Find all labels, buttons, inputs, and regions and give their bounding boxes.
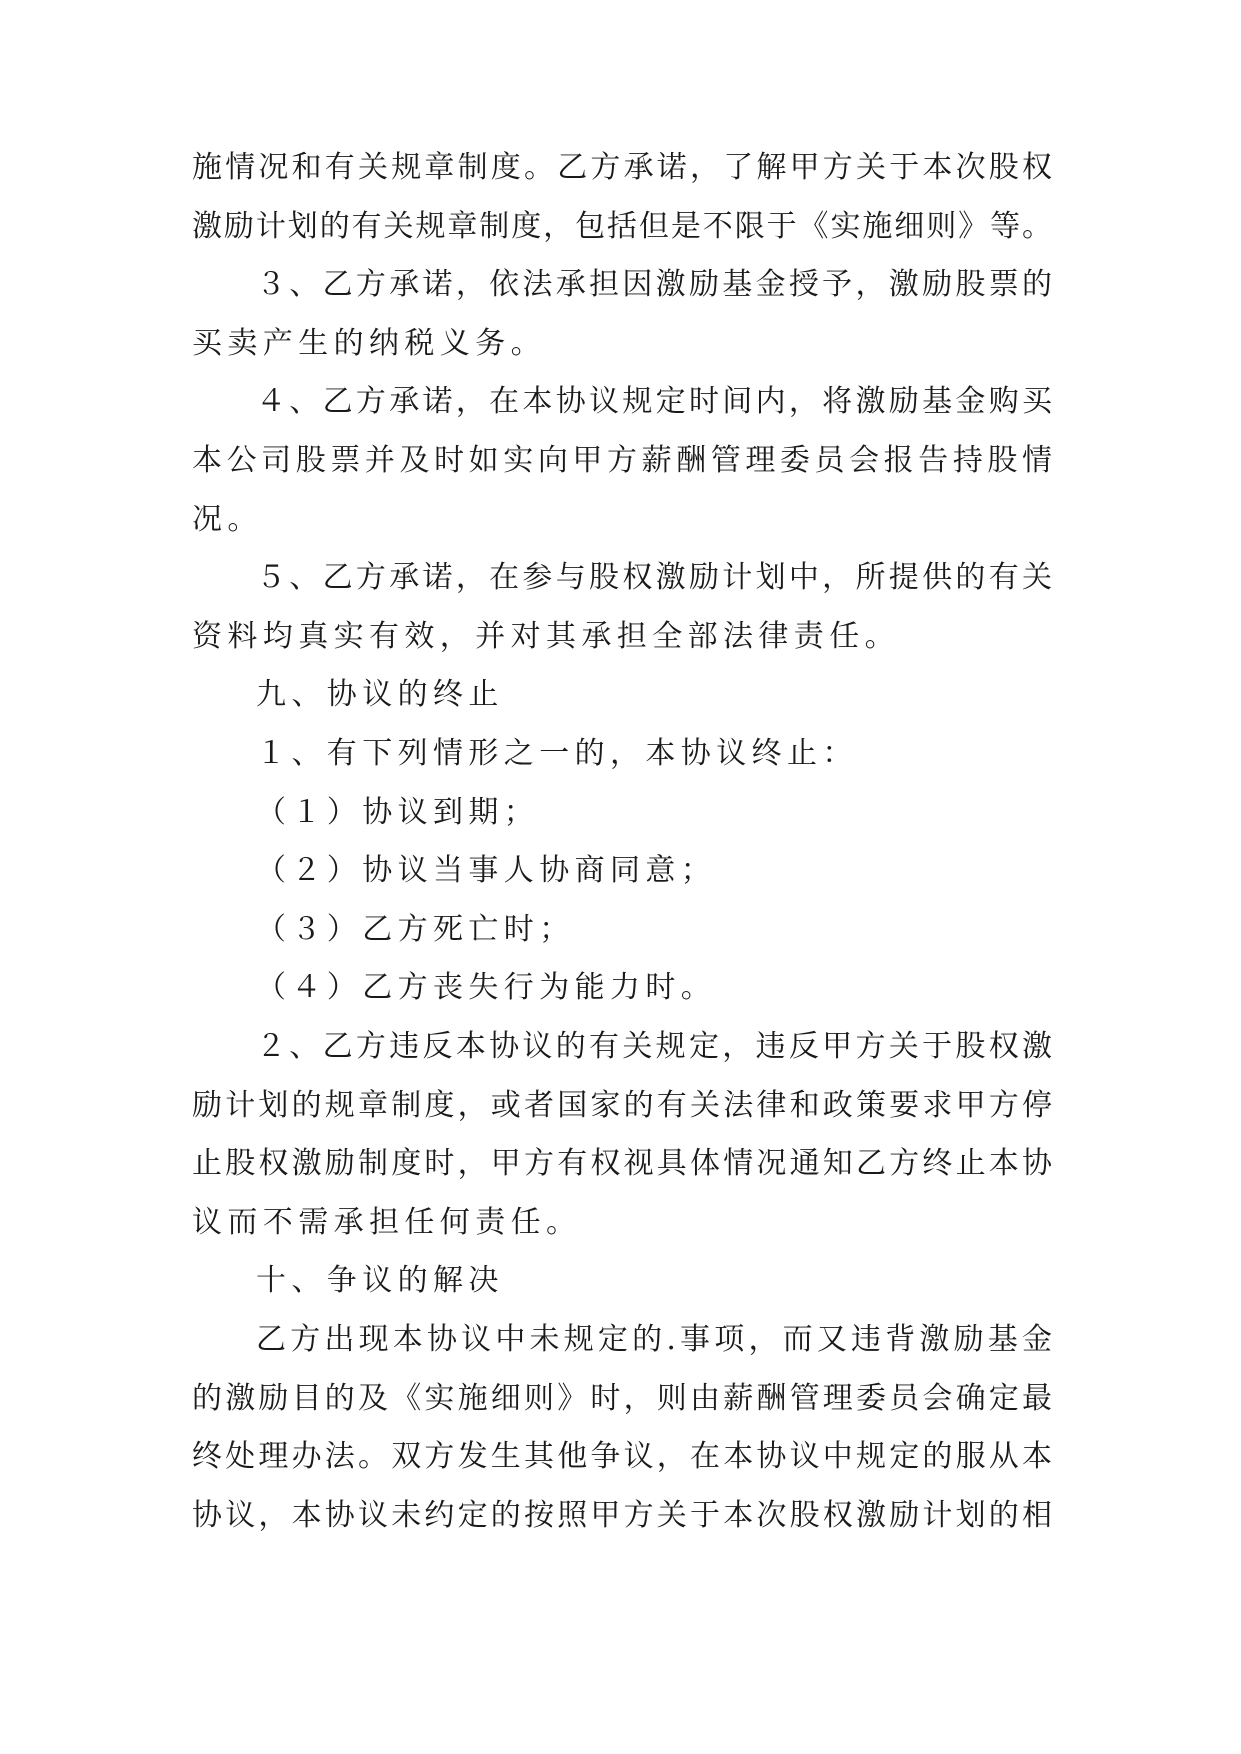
text-line: ２、乙方违反本协议的有关规定，违反甲方关于股权激: [256, 1029, 1052, 1064]
text-line: 乙方出现本协议中未规定的.事项，而又违背激励基金: [256, 1322, 1052, 1357]
text-line: ５、乙方承诺，在参与股权激励计划中，所提供的有关: [256, 560, 1052, 596]
list-item: （１）协议到期；: [256, 794, 540, 830]
text-line: 终处理办法。双方发生其他争议，在本协议中规定的服从本: [192, 1439, 1052, 1475]
text-line: 的激励目的及《实施细则》时，则由薪酬管理委员会确定最: [192, 1380, 1052, 1416]
text-line: 协议，本协议未约定的按照甲方关于本次股权激励计划的相: [192, 1497, 1052, 1533]
text-line: 况。: [192, 501, 263, 537]
list-item: （２）协议当事人协商同意；: [256, 853, 717, 889]
text-line: ３、乙方承诺，依法承担因激励基金授予，激励股票的: [256, 267, 1052, 303]
text-line: 止股权激励制度时，甲方有权视具体情况通知乙方终止本协: [192, 1146, 1052, 1182]
text-line: 资料均真实有效，并对其承担全部法律责任。: [192, 618, 900, 654]
text-line: 议而不需承担任何责任。: [192, 1204, 582, 1240]
text-line: 本公司股票并及时如实向甲方薪酬管理委员会报告持股情: [192, 443, 1052, 478]
text-line: 激励计划的有关规章制度，包括但是不限于《实施细则》等。: [192, 208, 1052, 244]
list-item: （４）乙方丧失行为能力时。: [256, 970, 717, 1006]
text-line: ４、乙方承诺，在本协议规定时间内，将激励基金购买: [256, 384, 1052, 420]
text-line: 施情况和有关规章制度。乙方承诺，了解甲方关于本次股权: [192, 150, 1052, 185]
section-heading: 九、协议的终止: [256, 677, 504, 713]
text-line: 励计划的规章制度，或者国家的有关法律和政策要求甲方停: [192, 1087, 1052, 1123]
section-heading: 十、争议的解决: [256, 1263, 504, 1299]
text-line: １、有下列情形之一的，本协议终止：: [256, 736, 858, 771]
list-item: （３）乙方死亡时；: [256, 911, 575, 947]
text-line: 买卖产生的纳税义务。: [192, 325, 546, 361]
